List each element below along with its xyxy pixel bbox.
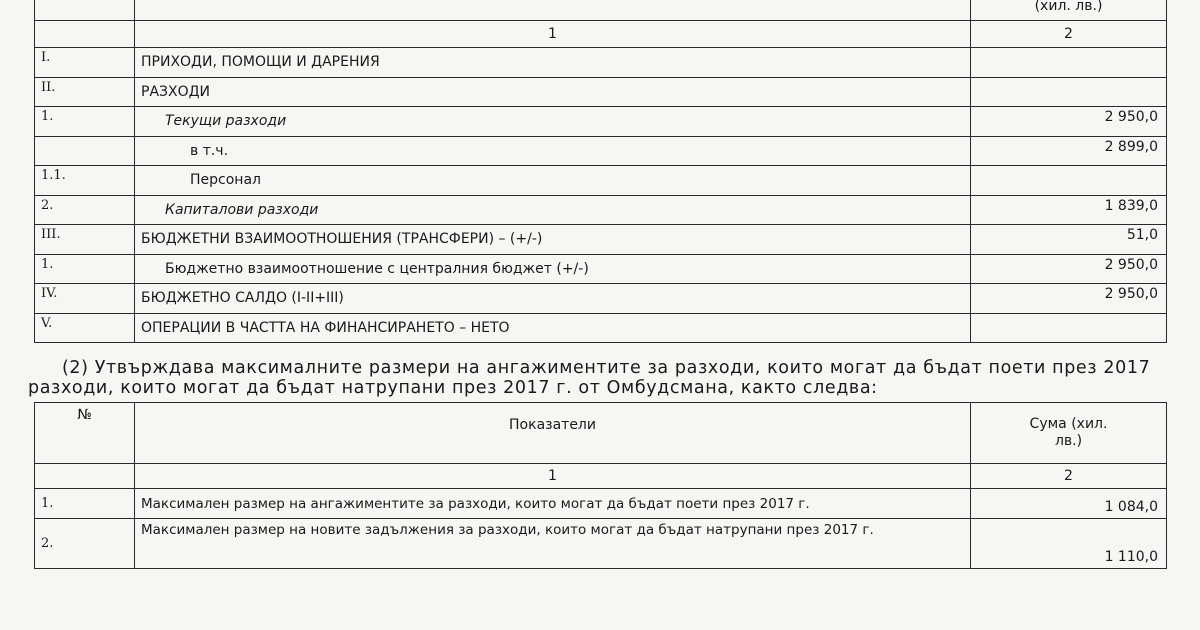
header-indicators: Показатели (135, 403, 971, 464)
table-row (35, 166, 1167, 196)
table-row (35, 0, 1167, 20)
column-number-row (35, 464, 1167, 489)
table-row (35, 284, 1167, 314)
row-value: 1 084,0 (971, 489, 1167, 519)
row-value (971, 313, 1167, 343)
column-number-1: 1 (135, 464, 971, 489)
row-code: I. (35, 48, 135, 78)
table-row (35, 195, 1167, 225)
row-code: III. (35, 225, 135, 255)
row-label: Максимален размер на ангажиментите за разходи, които могат да бъдат поети през 2017 г. (135, 489, 971, 519)
table-row (35, 48, 1167, 78)
row-label: ПРИХОДИ, ПОМОЩИ И ДАРЕНИЯ (135, 48, 971, 78)
column-number-2: 2 (971, 464, 1167, 489)
row-code: 2. (35, 519, 135, 569)
row-label: Бюджетно взаимоотношение с централния бюджет (+/-) (135, 254, 971, 284)
header-sum: Сума (хил. лв.) (971, 403, 1167, 464)
row-value (971, 77, 1167, 107)
row-label: Капиталови разходи (135, 195, 971, 225)
row-label: в т.ч. (135, 136, 971, 166)
row-code: 1. (35, 107, 135, 137)
row-code: V. (35, 313, 135, 343)
row-value: 1 110,0 (971, 519, 1167, 569)
unit-header: (хил. лв.) (971, 0, 1167, 20)
table-row (35, 225, 1167, 255)
column-number-1: 1 (135, 20, 971, 48)
table-row (35, 519, 1167, 569)
table-row (35, 254, 1167, 284)
table-row (35, 107, 1167, 137)
paragraph-line-2: разходи, които могат да бъдат натрупани през 2017 г. от Омбудсмана, както следва: (28, 378, 878, 398)
row-label: ОПЕРАЦИИ В ЧАСТТА НА ФИНАНСИРАНЕТО – НЕТО (135, 313, 971, 343)
row-value: 2 899,0 (971, 136, 1167, 166)
column-number-2: 2 (971, 20, 1167, 48)
row-label: РАЗХОДИ (135, 77, 971, 107)
row-code: IV. (35, 284, 135, 314)
row-code: 2. (35, 195, 135, 225)
row-label: Максимален размер на новите задължения за разходи, които могат да бъдат натрупани през 2017 г. (135, 519, 971, 569)
row-label: Персонал (135, 166, 971, 196)
row-value (971, 166, 1167, 196)
row-label: БЮДЖЕТНИ ВЗАИМООТНОШЕНИЯ (ТРАНСФЕРИ) – (+/-) (135, 225, 971, 255)
commitments-table (34, 402, 1167, 569)
row-label: Текущи разходи (135, 107, 971, 137)
table-row (35, 489, 1167, 519)
budget-table (34, 0, 1167, 343)
table-row (35, 77, 1167, 107)
row-code: II. (35, 77, 135, 107)
table-row (35, 136, 1167, 166)
row-value: 51,0 (971, 225, 1167, 255)
paragraph-line-1: (2) Утвърждава максималните размери на ангажиментите за разходи, които могат да бъдат поети през 2017 (62, 358, 1151, 378)
header-number: № (35, 403, 135, 464)
column-number-row (35, 20, 1167, 48)
table-row (35, 313, 1167, 343)
row-code: 1. (35, 489, 135, 519)
row-code: 1. (35, 254, 135, 284)
row-value (971, 48, 1167, 78)
row-value: 2 950,0 (971, 254, 1167, 284)
row-code (35, 136, 135, 166)
row-label: БЮДЖЕТНО САЛДО (I-II+III) (135, 284, 971, 314)
row-value: 2 950,0 (971, 284, 1167, 314)
row-code: 1.1. (35, 166, 135, 196)
row-value: 1 839,0 (971, 195, 1167, 225)
header-row (35, 403, 1167, 464)
row-value: 2 950,0 (971, 107, 1167, 137)
